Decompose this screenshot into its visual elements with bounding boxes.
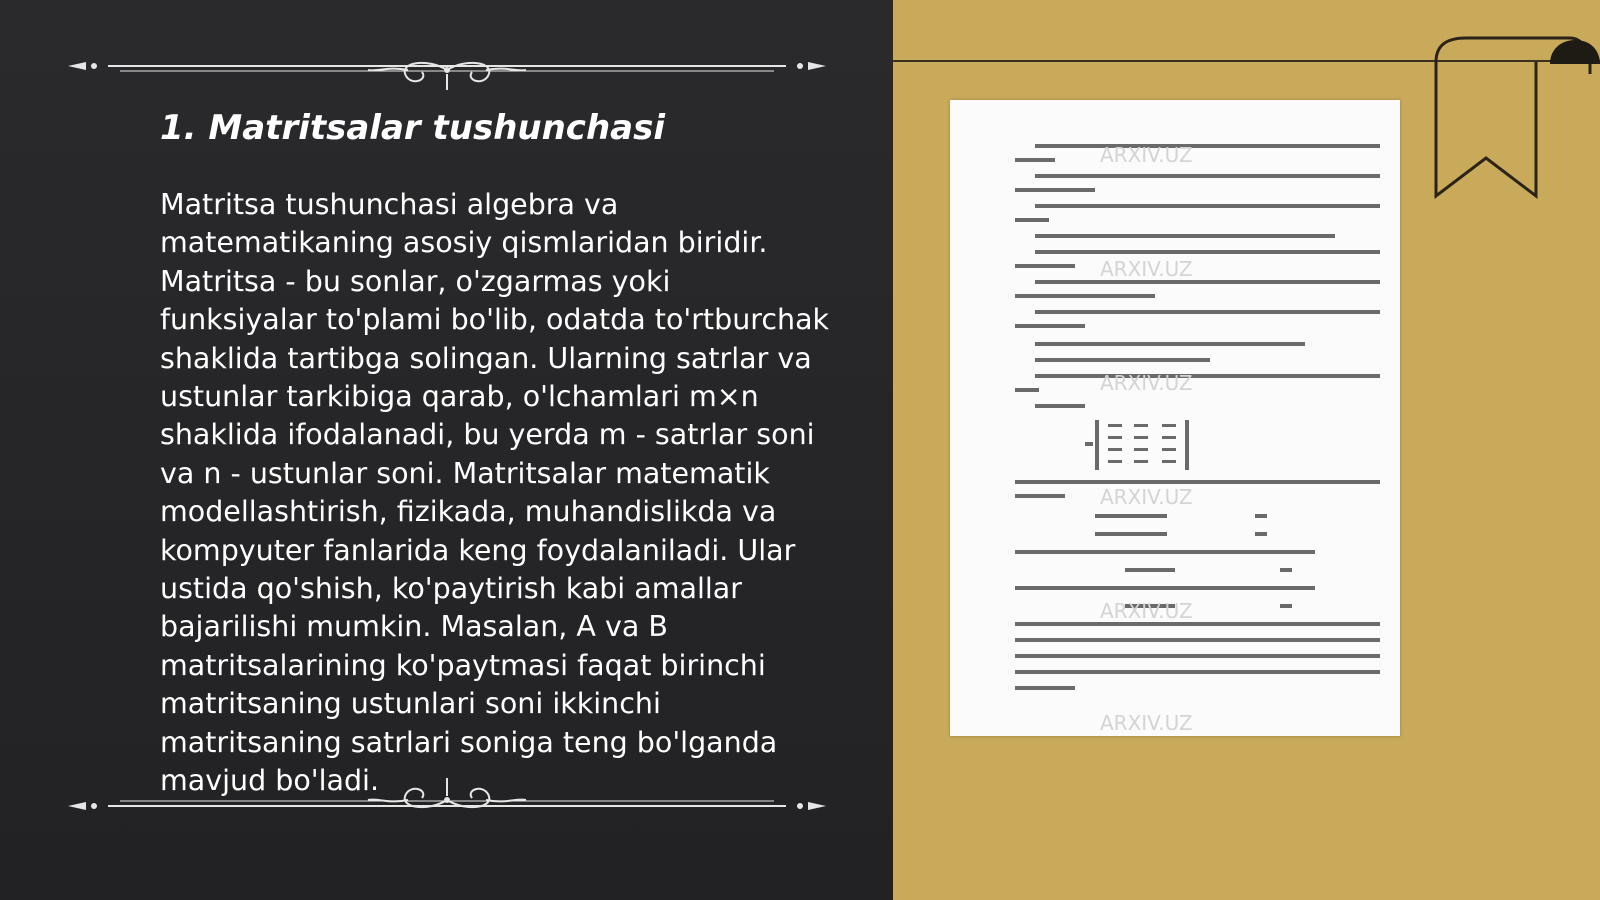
watermark-4: ARXIV.UZ bbox=[1100, 485, 1193, 509]
bottom-ornament-icon bbox=[68, 776, 826, 828]
watermark-2: ARXIV.UZ bbox=[1100, 257, 1193, 281]
watermark-6: ARXIV.UZ bbox=[1100, 711, 1193, 735]
document-text-lines bbox=[950, 100, 1400, 736]
watermark-1: ARXIV.UZ bbox=[1100, 143, 1193, 167]
top-ornament-icon bbox=[68, 40, 826, 92]
watermark-3: ARXIV.UZ bbox=[1100, 371, 1193, 395]
bookmark-ribbon-icon bbox=[1430, 34, 1600, 204]
document-page-image bbox=[950, 100, 1400, 736]
slide-title: 1. Matritsalar tushunchasi bbox=[160, 108, 666, 148]
slide-paragraph: Matritsa tushunchasi algebra va matematikaning asosiy qismlaridan biridir. Matritsa - bu sonlar, o'zgarmas yoki funksiyalar to'plami bo'lib, odatda to'rtburchak shaklida tartibga solingan. Ularning satrlar va ustunlar tarkibiga qarab, o'lchamlari m×n shaklida ifodalanadi, bu yerda m - satrlar soni va n - ustunlar soni. Matritsalar matematik modellashtirish, fizikada, muhandislikda va kompyuter fanlarida keng foydalaniladi. Ular ustida qo'shish, ko'paytirish kabi amallar bajarilishi mumkin. Masalan, A va B matritsalarining ko'paytmasi faqat birinchi matritsaning ustunlari soni ikkinchi matritsaning satrlari soniga teng bo'lganda mavjud bo'ladi. bbox=[160, 188, 830, 798]
watermark-5: ARXIV.UZ bbox=[1100, 599, 1193, 623]
